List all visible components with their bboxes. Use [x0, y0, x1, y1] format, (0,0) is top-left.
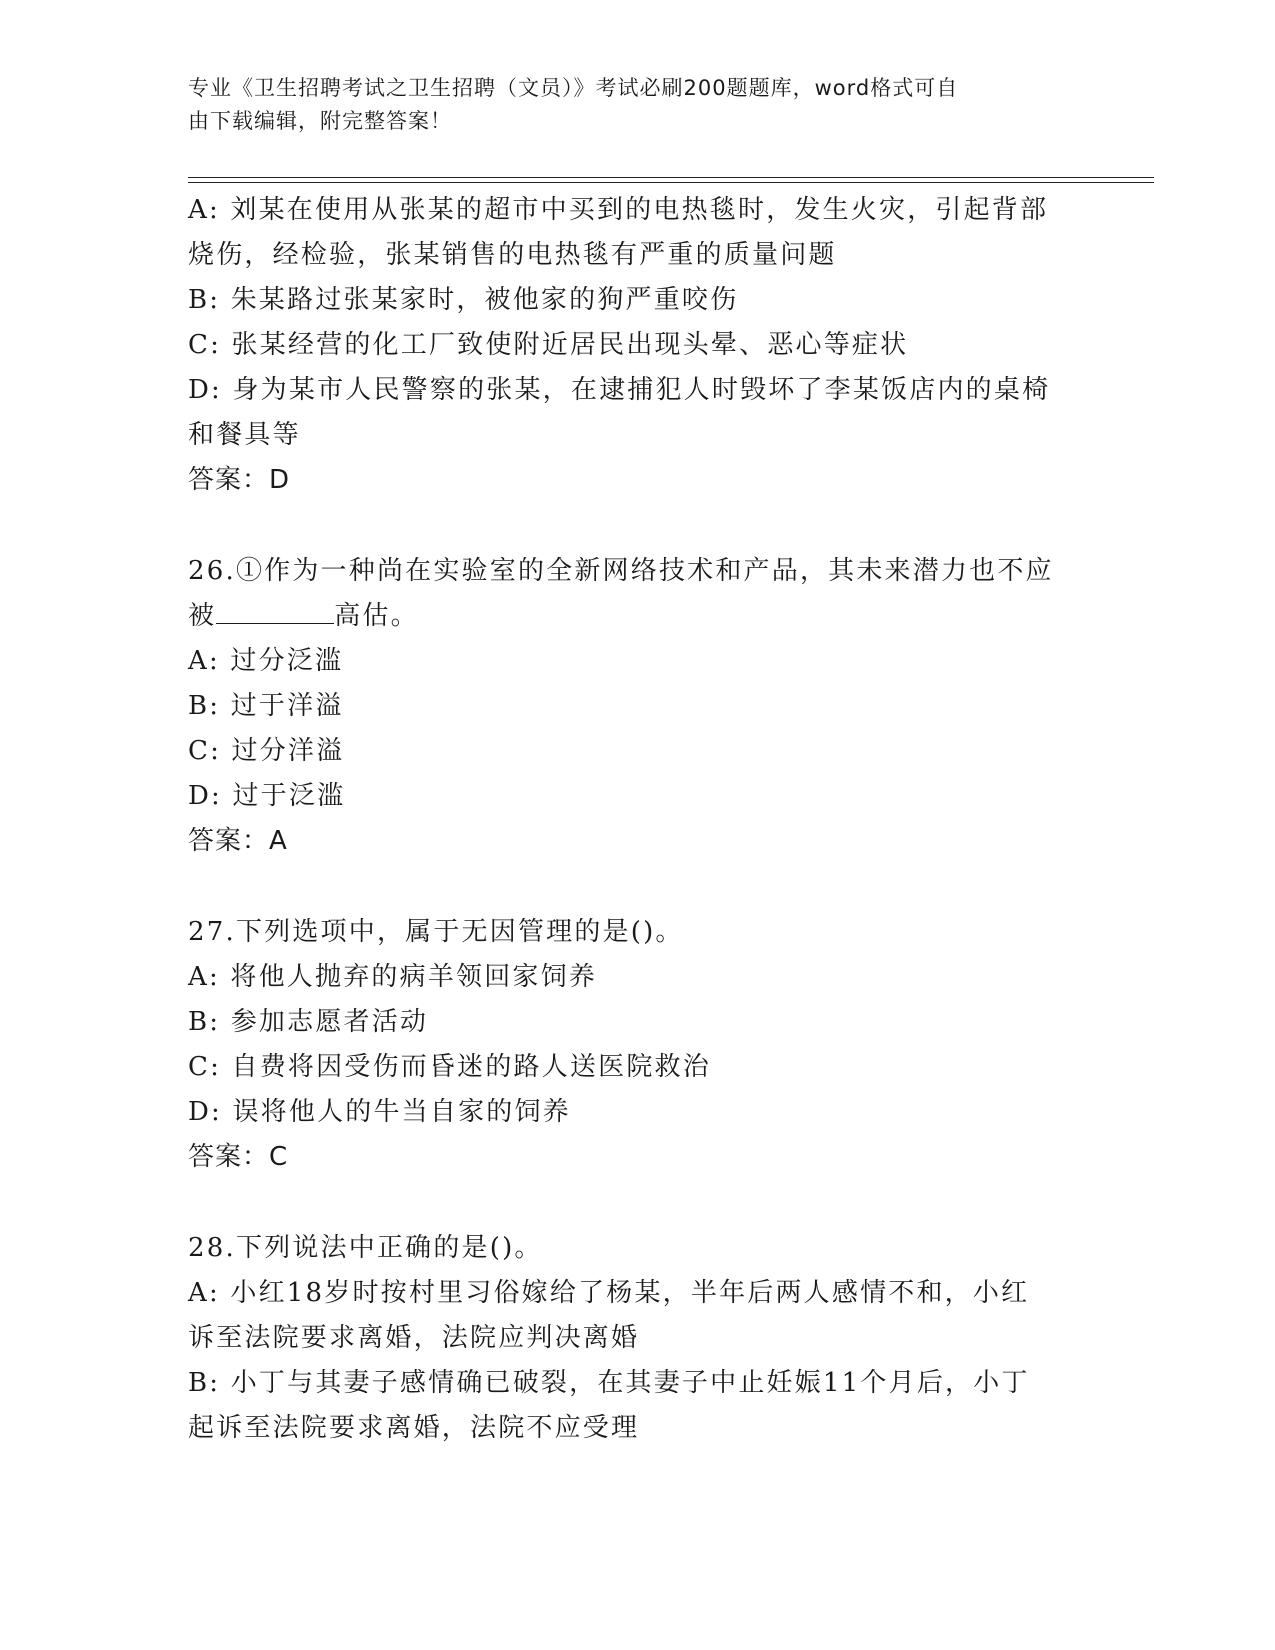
- option-a: A: 过分泛滥: [188, 646, 344, 676]
- question-27: [188, 910, 1088, 1180]
- option-a-line-1: A: 小红18岁时按村里习俗嫁给了杨某，半年后两人感情不和，小红: [188, 1278, 1030, 1308]
- option-a-line-1: A: 刘某在使用从张某的超市中买到的电热毯时，发生火灾，引起背部: [188, 195, 1049, 225]
- answer-label: 答案：A: [188, 826, 288, 856]
- option-b: B: 朱某路过张某家时，被他家的狗严重咬伤: [188, 285, 739, 315]
- option-d-line-1: D: 身为某市人民警察的张某，在逮捕犯人时毁坏了李某饭店内的桌椅: [188, 375, 1051, 405]
- option-a: A: 将他人抛弃的病羊领回家饲养: [188, 962, 598, 992]
- header-line-2: 由下载编辑，附完整答案！: [188, 109, 452, 133]
- option-b: B: 过于洋溢: [188, 691, 344, 721]
- option-c: C: 张某经营的化工厂致使附近居民出现头晕、恶心等症状: [188, 330, 909, 360]
- fill-in-blank: [216, 597, 334, 624]
- question-stem: 27.下列选项中，属于无因管理的是()。: [188, 917, 684, 947]
- header-divider-bottom: [188, 182, 1154, 183]
- question-25: [188, 188, 1088, 503]
- option-a-line-2: 诉至法院要求离婚，法院应判决离婚: [188, 1323, 640, 1353]
- option-c: C: 自费将因受伤而昏迷的路人送医院救治: [188, 1052, 711, 1082]
- option-b-line-1: B: 小丁与其妻子感情确已破裂，在其妻子中止妊娠11个月后，小丁: [188, 1368, 1030, 1398]
- option-d: D: 过于泛滥: [188, 781, 346, 811]
- question-26: [188, 549, 1088, 864]
- option-b: B: 参加志愿者活动: [188, 1007, 429, 1037]
- question-stem-line-1: 26.①作为一种尚在实验室的全新网络技术和产品，其未来潜力也不应: [188, 556, 1054, 586]
- question-28: [188, 1226, 1088, 1451]
- question-stem-line-2: [188, 594, 1088, 639]
- answer-label: 答案：C: [188, 1142, 289, 1172]
- stem-suffix: 高估。: [334, 601, 419, 631]
- answer-label: 答案：D: [188, 465, 291, 495]
- option-d: D: 误将他人的牛当自家的饲养: [188, 1097, 571, 1127]
- question-stem: 28.下列说法中正确的是()。: [188, 1233, 543, 1263]
- question-list: [188, 188, 1088, 1451]
- option-c: C: 过分洋溢: [188, 736, 345, 766]
- option-d-line-2: 和餐具等: [188, 420, 301, 450]
- option-a-line-2: 烧伤，经检验，张某销售的电热毯有严重的质量问题: [188, 240, 837, 270]
- option-b-line-2: 起诉至法院要求离婚，法院不应受理: [188, 1413, 640, 1443]
- header-line-1: 专业《卫生招聘考试之卫生招聘（文员）》考试必刷200题题库，word格式可自: [188, 76, 959, 100]
- header-divider-top: [188, 177, 1154, 178]
- stem-prefix: 被: [188, 601, 217, 631]
- document-header: [188, 72, 1068, 138]
